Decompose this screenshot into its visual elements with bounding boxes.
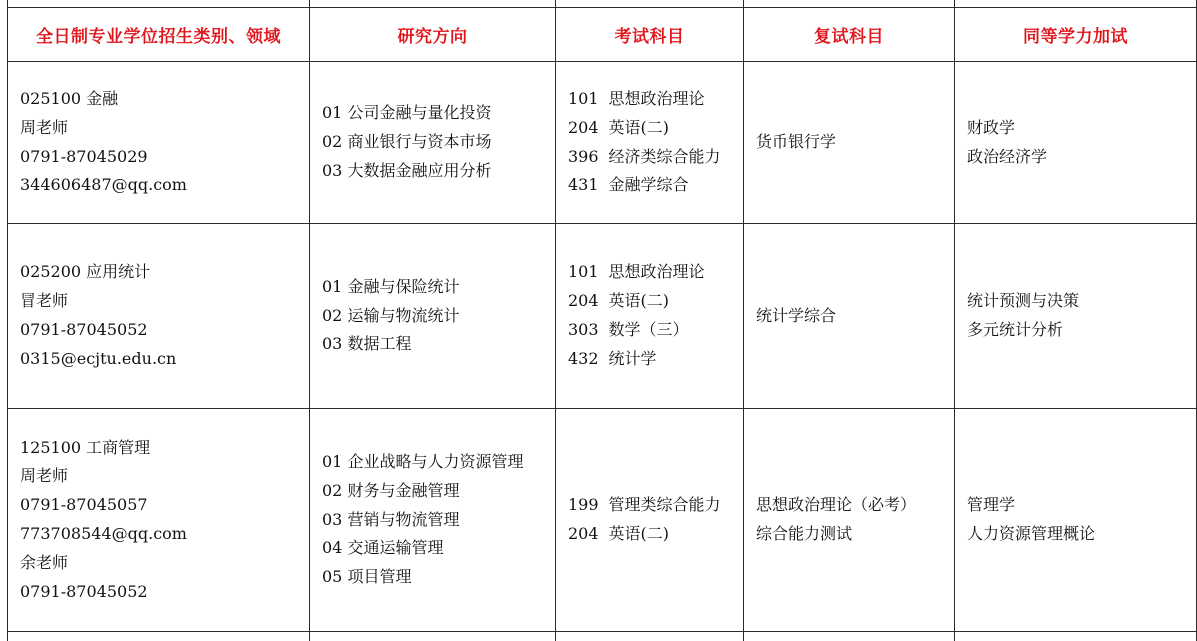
direction-item: 05 项目管理	[322, 567, 412, 587]
program-line: 周老师	[20, 466, 69, 486]
exam-name: 思想政治理论	[608, 262, 705, 282]
exam-item	[568, 520, 743, 549]
exam-name: 金融学综合	[608, 175, 689, 195]
exam-code: 204	[568, 291, 599, 311]
exam-name: 统计学	[608, 348, 657, 368]
retest-cell	[744, 409, 955, 632]
retest-item: 货币银行学	[756, 132, 837, 152]
retest-item: 统计学综合	[756, 305, 837, 325]
table-row	[8, 62, 1197, 224]
table-top-stub-row	[8, 0, 1197, 8]
exam-item	[568, 143, 743, 172]
extra-item: 财政学	[967, 117, 1016, 137]
extra-cell	[955, 62, 1197, 224]
program-cell	[8, 224, 310, 409]
header-program: 全日制专业学位招生类别、领域	[8, 8, 310, 62]
program-line: 0315@ecjtu.edu.cn	[20, 348, 177, 368]
direction-cell	[310, 62, 556, 224]
extra-cell	[955, 224, 1197, 409]
exam-item	[568, 171, 743, 200]
program-line: 0791-87045052	[20, 581, 148, 601]
exam-code: 204	[568, 117, 599, 137]
direction-item: 01 企业战略与人力资源管理	[322, 452, 524, 471]
table-row	[8, 224, 1197, 409]
extra-item: 政治经济学	[967, 146, 1048, 166]
exam-item	[568, 258, 743, 287]
program-line: 344606487@qq.com	[20, 175, 187, 195]
exam-name: 英语(二)	[608, 291, 670, 311]
program-cell	[8, 62, 310, 224]
table-bottom-stub-row	[8, 632, 1197, 641]
exam-name: 英语(二)	[608, 524, 670, 543]
extra-item: 统计预测与决策	[967, 291, 1080, 311]
header-extra-exam: 同等学力加试	[955, 8, 1197, 62]
exam-code: 396	[568, 146, 599, 166]
retest-item: 思想政治理论（必考）	[756, 495, 917, 515]
program-line: 冒老师	[20, 291, 69, 311]
exam-item	[568, 85, 743, 114]
direction-item: 02 财务与金融管理	[322, 480, 460, 500]
table-row	[8, 409, 1197, 632]
exam-cell	[556, 409, 744, 632]
exam-item	[568, 316, 743, 345]
program-line: 025200 应用统计	[20, 262, 151, 282]
exam-item	[568, 491, 743, 520]
extra-cell	[955, 409, 1197, 632]
admissions-table-container	[7, 0, 1197, 641]
exam-name: 思想政治理论	[608, 88, 705, 108]
exam-cell	[556, 62, 744, 224]
exam-cell	[556, 224, 744, 409]
retest-cell	[744, 224, 955, 409]
retest-cell	[744, 62, 955, 224]
exam-name: 英语(二)	[608, 117, 670, 137]
program-line: 余老师	[20, 552, 69, 572]
program-line: 125100 工商管理	[20, 437, 151, 457]
admissions-table	[7, 0, 1197, 641]
retest-item: 综合能力测试	[756, 524, 853, 543]
exam-name: 管理类综合能力	[608, 495, 721, 515]
extra-item: 人力资源管理概论	[967, 524, 1096, 543]
program-line: 0791-87045052	[20, 320, 148, 339]
direction-item: 02 商业银行与资本市场	[322, 132, 492, 152]
direction-item: 01 金融与保险统计	[322, 276, 460, 296]
exam-code: 101	[568, 88, 599, 108]
exam-code: 431	[568, 175, 599, 195]
exam-code: 303	[568, 320, 599, 339]
program-line: 0791-87045057	[20, 495, 148, 515]
direction-item: 03 数据工程	[322, 334, 412, 354]
program-line: 773708544@qq.com	[20, 524, 187, 543]
direction-cell	[310, 409, 556, 632]
exam-item	[568, 114, 743, 143]
program-line: 0791-87045029	[20, 146, 148, 166]
program-line: 周老师	[20, 117, 69, 137]
direction-cell	[310, 224, 556, 409]
exam-code: 101	[568, 262, 599, 282]
header-retest-subjects: 复试科目	[744, 8, 955, 62]
program-line: 025100 金融	[20, 88, 119, 108]
direction-item: 01 公司金融与量化投资	[322, 103, 492, 123]
extra-item: 管理学	[967, 495, 1016, 515]
exam-item	[568, 287, 743, 316]
exam-code: 432	[568, 348, 599, 368]
exam-name: 数学（三）	[608, 320, 689, 339]
program-cell	[8, 409, 310, 632]
table-header-row	[8, 8, 1197, 62]
direction-item: 02 运输与物流统计	[322, 305, 460, 325]
header-exam-subjects: 考试科目	[556, 8, 744, 62]
header-direction: 研究方向	[310, 8, 556, 62]
exam-code: 204	[568, 524, 599, 543]
exam-code: 199	[568, 495, 599, 515]
exam-name: 经济类综合能力	[608, 146, 721, 166]
direction-item: 04 交通运输管理	[322, 538, 444, 558]
exam-item	[568, 345, 743, 374]
direction-item: 03 大数据金融应用分析	[322, 160, 492, 180]
direction-item: 03 营销与物流管理	[322, 509, 460, 529]
extra-item: 多元统计分析	[967, 320, 1064, 339]
